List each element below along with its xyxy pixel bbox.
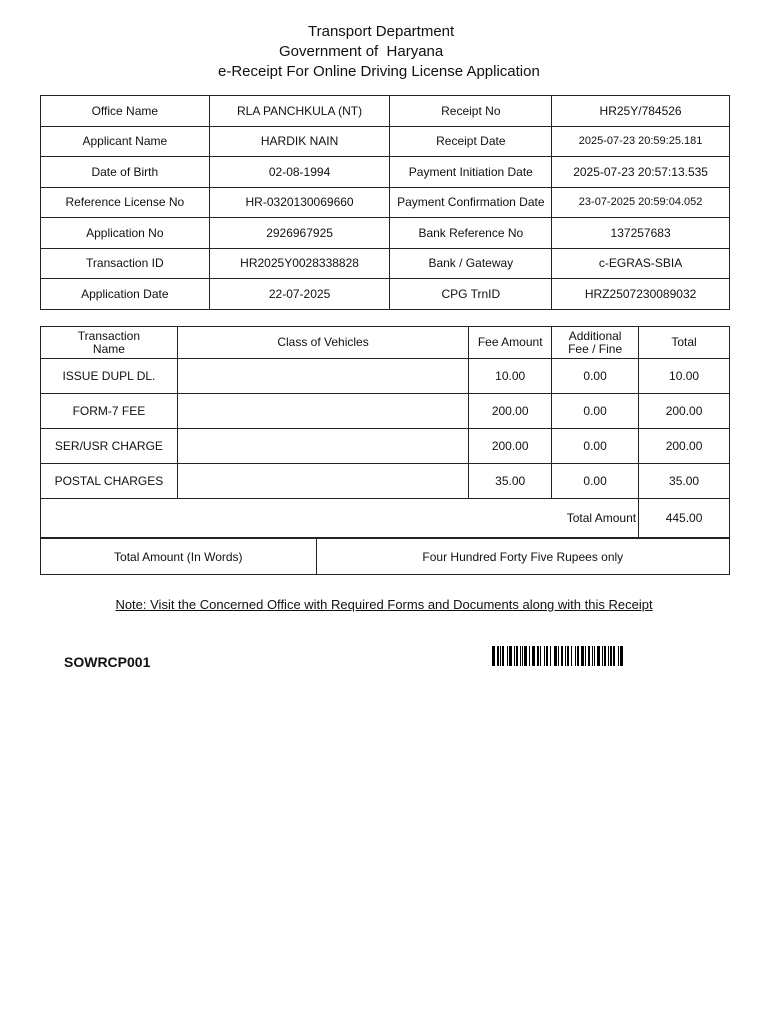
info-label: CPG TrnID (390, 279, 552, 310)
info-value: 2926967925 (209, 218, 390, 249)
fee-transaction-name: FORM-7 FEE (41, 394, 178, 429)
fee-additional: 0.00 (552, 429, 639, 464)
info-label: Bank / Gateway (390, 248, 552, 279)
header-total: Total (639, 327, 730, 359)
info-value: HRZ2507230089032 (552, 279, 730, 310)
info-value: HARDIK NAIN (209, 126, 390, 157)
info-row (41, 279, 730, 310)
info-label: Application No (41, 218, 210, 249)
info-value: 22-07-2025 (209, 279, 390, 310)
info-row (41, 126, 730, 157)
fee-row (41, 464, 730, 499)
info-label: Reference License No (41, 187, 210, 218)
info-label: Date of Birth (41, 157, 210, 188)
total-words-label: Total Amount (In Words) (41, 539, 317, 575)
header-additional-fee: Additional Fee / Fine (552, 327, 639, 359)
fee-transaction-name: POSTAL CHARGES (41, 464, 178, 499)
info-row (41, 248, 730, 279)
fee-class-of-vehicles (177, 429, 468, 464)
total-amount-row (41, 499, 730, 538)
header-class-of-vehicles: Class of Vehicles (177, 327, 468, 359)
info-label: Receipt Date (390, 126, 552, 157)
info-value: 23-07-2025 20:59:04.052 (552, 187, 730, 218)
fee-additional: 0.00 (552, 464, 639, 499)
fee-table-header (41, 327, 730, 359)
fee-amount: 35.00 (469, 464, 552, 499)
info-label: Application Date (41, 279, 210, 310)
form-code: SOWRCP001 (64, 654, 151, 670)
total-in-words-table (40, 538, 730, 575)
info-value: 02-08-1994 (209, 157, 390, 188)
info-label: Payment Confirmation Date (390, 187, 552, 218)
info-row (41, 218, 730, 249)
info-label: Office Name (41, 96, 210, 127)
fee-row (41, 359, 730, 394)
info-value: 2025-07-23 20:59:25.181 (552, 126, 730, 157)
fee-total: 200.00 (639, 394, 730, 429)
government-title: Government of Haryana (279, 43, 444, 60)
info-value: 2025-07-23 20:57:13.535 (552, 157, 730, 188)
info-value: RLA PANCHKULA (NT) (209, 96, 390, 127)
total-words-value: Four Hundred Forty Five Rupees only (316, 539, 729, 575)
fee-total: 10.00 (639, 359, 730, 394)
info-value: c-EGRAS-SBIA (552, 248, 730, 279)
total-amount-value: 445.00 (639, 499, 730, 538)
header-fee-amount: Fee Amount (469, 327, 552, 359)
fee-class-of-vehicles (177, 464, 468, 499)
fee-total: 200.00 (639, 429, 730, 464)
office-visit-note: Note: Visit the Concerned Office with Required Forms and Documents along with this Receipt (115, 597, 653, 612)
application-info-table (40, 95, 730, 310)
info-row (41, 187, 730, 218)
fee-class-of-vehicles (177, 359, 468, 394)
total-in-words-row (41, 539, 730, 575)
info-label: Receipt No (390, 96, 552, 127)
info-value: 137257683 (552, 218, 730, 249)
info-label: Bank Reference No (390, 218, 552, 249)
department-title: Transport Department (308, 23, 455, 40)
info-row (41, 157, 730, 188)
info-label: Payment Initiation Date (390, 157, 552, 188)
fee-additional: 0.00 (552, 359, 639, 394)
fee-transaction-name: SER/USR CHARGE (41, 429, 178, 464)
info-value: HR25Y/784526 (552, 96, 730, 127)
fee-additional: 0.00 (552, 394, 639, 429)
fee-amount: 200.00 (469, 394, 552, 429)
fee-amount: 200.00 (469, 429, 552, 464)
fee-amount: 10.00 (469, 359, 552, 394)
header-transaction-name: Transaction Name (41, 327, 178, 359)
info-label: Applicant Name (41, 126, 210, 157)
fee-row (41, 394, 730, 429)
receipt-title: e-Receipt For Online Driving License Application (218, 63, 540, 80)
fee-total: 35.00 (639, 464, 730, 499)
info-value: HR2025Y0028338828 (209, 248, 390, 279)
info-row (41, 96, 730, 127)
barcode-icon (492, 646, 706, 666)
fee-row (41, 429, 730, 464)
info-value: HR-0320130069660 (209, 187, 390, 218)
fee-transaction-name: ISSUE DUPL DL. (41, 359, 178, 394)
fee-table (40, 326, 730, 538)
total-amount-label: Total Amount (41, 499, 639, 538)
info-label: Transaction ID (41, 248, 210, 279)
fee-class-of-vehicles (177, 394, 468, 429)
